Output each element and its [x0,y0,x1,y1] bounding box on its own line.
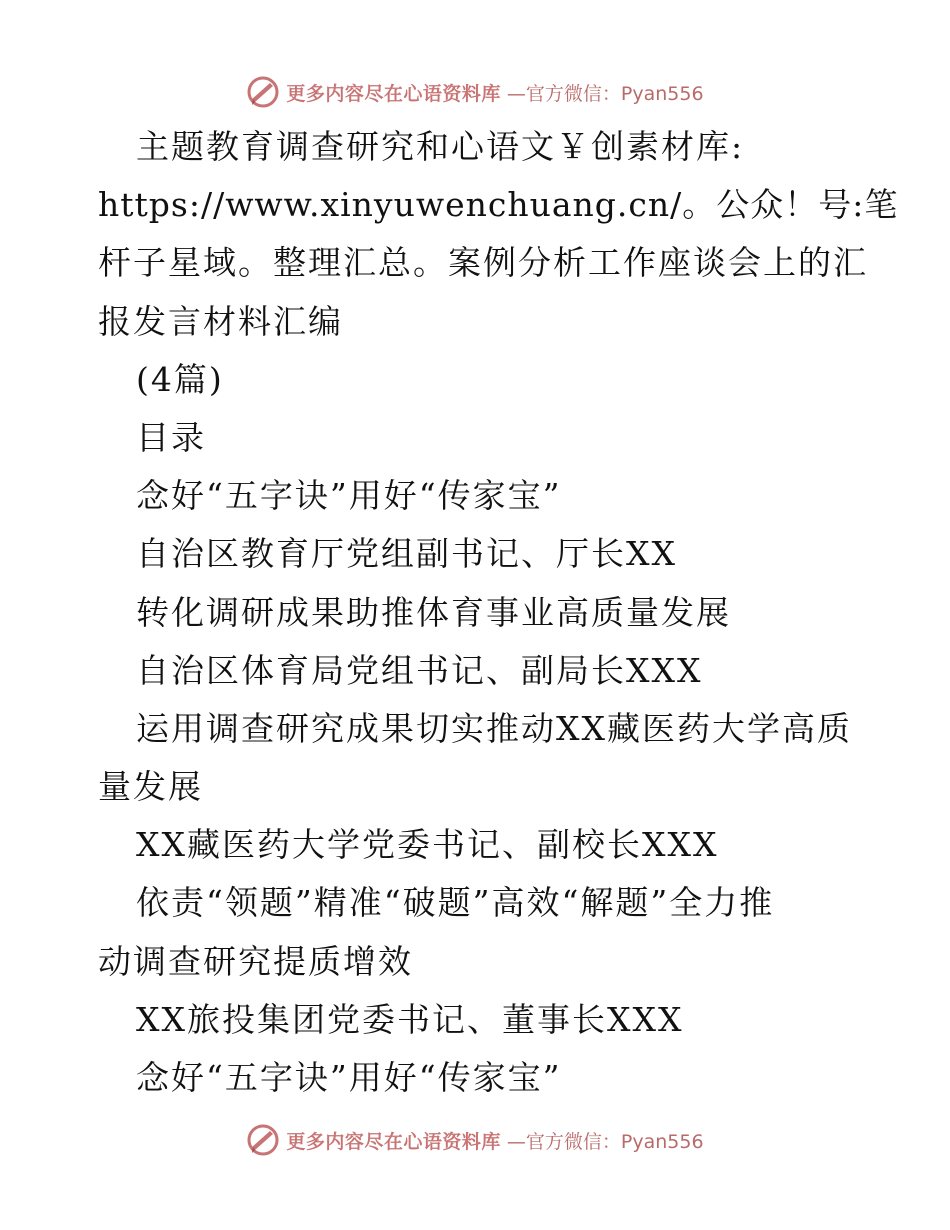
toc-entry-title: 转化调研成果助推体育事业高质量发展 [136,592,731,632]
banner-sub-text: —官方微信：Pyan556 [506,1130,704,1153]
section-heading: 念好“五字诀”用好“传家宝” [136,1058,562,1097]
toc-entry-title: 念好“五字诀”用好“传家宝” [136,476,562,516]
toc-entry-title-cont: 量发展 [98,767,203,807]
banner-sub-text: —官方微信：Pyan556 [506,82,704,105]
header-watermark-banner [0,72,950,112]
pen-logo-icon [246,75,280,109]
body-line: 杆子星域。整理汇总。案例分析工作座谈会上的汇 [98,243,868,283]
body-line: (4篇) [136,359,224,399]
footer-watermark-banner [0,1120,950,1160]
toc-entry-author: 自治区教育厅党组副书记、厅长XX [136,534,677,574]
toc-entry-title: 运用调查研究成果切实推动XX藏医药大学高质 [136,708,852,748]
pen-logo-icon [246,1123,280,1157]
body-line: 主题教育调查研究和心语文￥创素材库: [136,127,745,166]
body-line: 报发言材料汇编 [98,301,343,341]
body-line: 目录 [136,417,206,457]
toc-entry-author: 自治区体育局党组书记、副局长XXX [136,650,703,690]
banner-main-text: 更多内容尽在心语资料库 [286,1130,501,1153]
banner-main-text: 更多内容尽在心语资料库 [286,82,501,105]
toc-entry-title: 依责“领题”精准“破题”高效“解题”全力推 [136,883,775,923]
body-line: https://www.xinyuwenchuang.cn/。公众！号:笔 [98,185,899,225]
toc-entry-title-cont: 动调查研究提质增效 [98,941,413,981]
toc-entry-author: XX藏医药大学党委书记、副校长XXX [136,825,719,865]
toc-entry-author: XX旅投集团党委书记、董事长XXX [136,999,684,1039]
document-body [98,118,899,1107]
